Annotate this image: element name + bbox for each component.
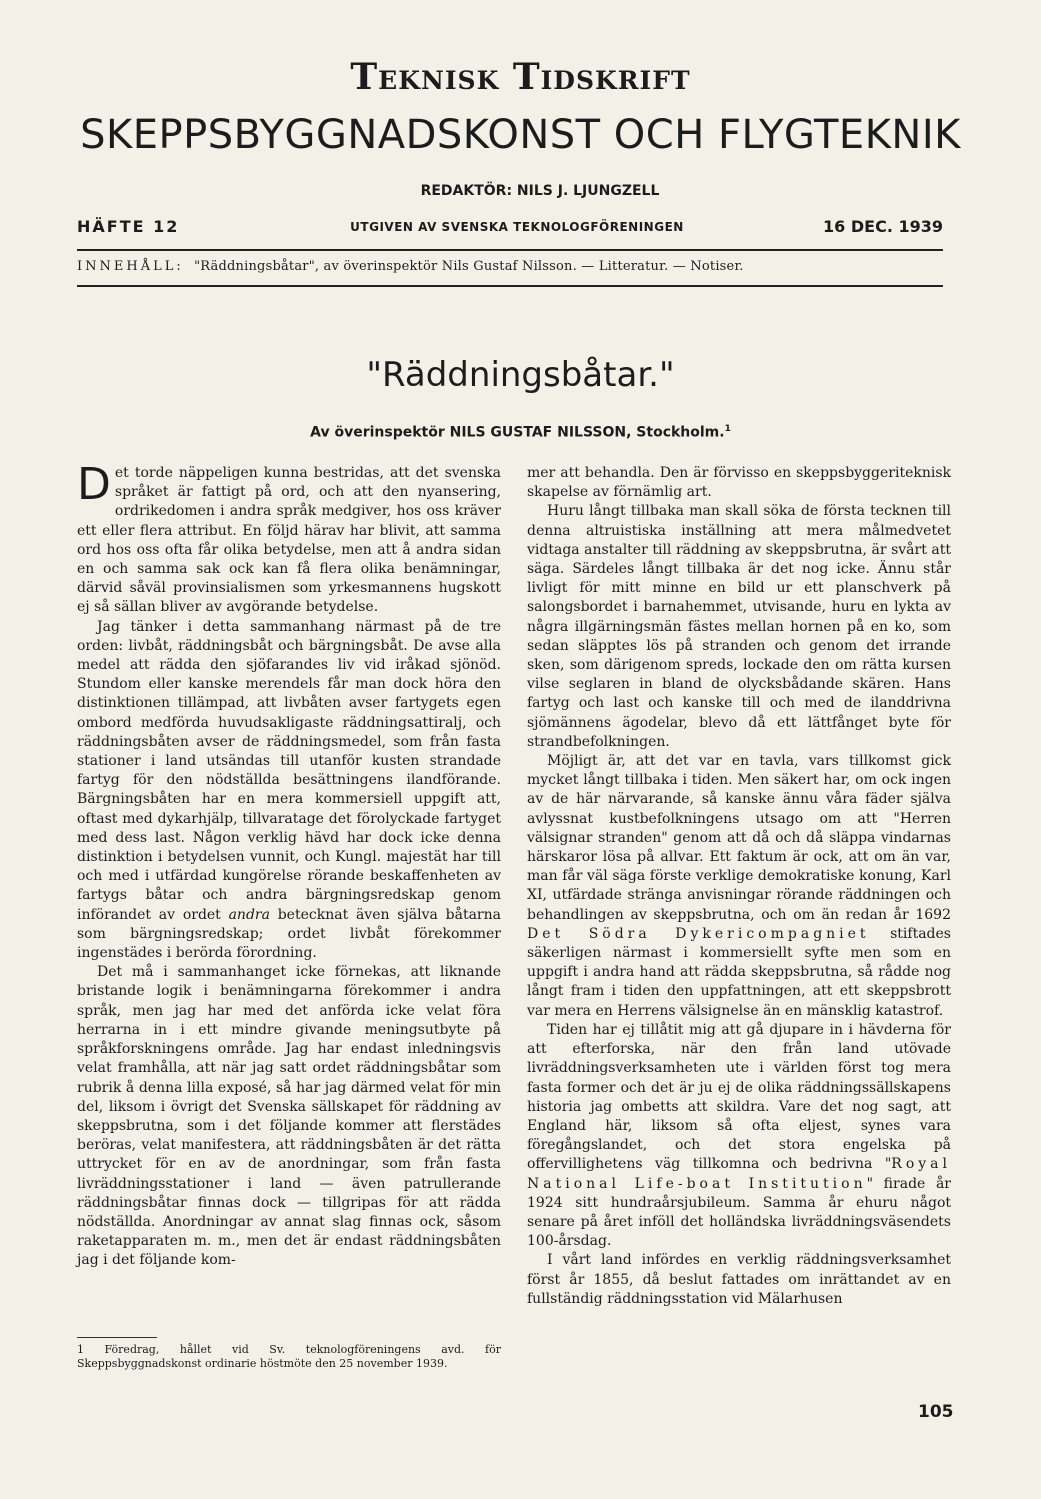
issue-row	[77, 217, 943, 241]
table-of-contents	[77, 259, 943, 274]
paragraph: I vårt land infördes en verklig räddningsverksamhet först år 1855, då beslut fattades om inrättandet av en fullständig räddningsstation vid Mälarhusen	[527, 1252, 951, 1307]
footnote-divider	[77, 1337, 157, 1338]
byline	[0, 424, 1041, 441]
spaced-text: Royal National Life-boat Institution	[527, 1156, 951, 1192]
paragraph: Huru långt tillbaka man skall söka de första tecknen till denna altruistiska inställning att mera målmedvetet vidtaga anstalter till räddning av skeppsbrutna, är svårt att säga. Särdeles långt tillbaka är det nog icke. Ännu står livligt för mitt minne en bild ur ett planschverk på salongsbordet i barnahemmet, utvisande, huru en lykta av några illgärningsmän fästes mellan hornen på en ko, som sedan släpptes lös på stranden och genom det irrande sken, som därigenom spreds, lockade den om rätta kursen vilse seglaren in bland de olycksbådande skären. Hans fartyg och last och kanske till och med de ilanddrivna sjömännens ägodelar, blevo då ett lättfånget byte för strandbefolkningen.	[527, 503, 951, 750]
paragraph	[77, 459, 501, 618]
paragraph: Det må i sammanhanget icke förnekas, att liknande bristande logik i benämningarna förekommer i andra språk, men jag har med det anförda icke velat föra herrarna in i ett mindre givande meningsutbyte på språkforskningens område. Jag har endast inledningsvis velat framhålla, att när jag satt ordet räddningsbåtar som rubrik å denna lilla exposé, så har jag därmed velat för min del, liksom i övrigt det Svenska sällskapet för räddning av skeppsbrutna, som i det följande kommer att flerstädes beröras, velat manifestera, att räddningsbåten är det rätta uttrycket för en av de anordningar, som från fasta livräddningsstationer i land — även patrullerande räddningsbåtar finnas dock — tillgripas för att rädda nödställda. Anordningar av annat slag finnas ock, såsom raketapparaten m. m., men det är endast räddningsbåten jag i det följande kom-	[77, 964, 501, 1269]
publisher: UTGIVEN AV SVENSKA TEKNOLOGFÖRENINGEN	[350, 220, 684, 234]
paragraph-text: Jag tänker i detta sammanhang närmast på de tre orden: livbåt, räddningsbåt och bärgningsbåt. De avse alla medel att rädda den sjöfarandes liv vid iråkad sjönöd. Stundom eller kanske merendels får man dock höra den distinktionen tillämpad, att livbåten avser fartygets egen ombord medförda huvudsakligaste räddningsattiralj, och räddningsbåten avser de räddningsmedel, som från fasta stationer i land utsändas till utanför kusten strandade fartyg för den nödställda besättningens ilandförande. Bärgningsbåten har en mera kommersiell uppgift att, oftast med dykarhjälp, tillvaratage det förolyckade fartyget med dess last. Någon verklig hävd har dock icke denna distinktion i betydelsen vunnit, och Kungl. majestät har till och med i utfärdad kungörelse rörande beskaffenheten av fartygs båtar och andra bärgningsredskap genom införandet av ordet	[77, 618, 501, 923]
page-number: 105	[918, 1402, 954, 1422]
emphasis-text: andra	[228, 906, 270, 923]
column-right	[527, 464, 951, 1309]
paragraph: mer att behandla. Den är förvisso en skeppsbyggeriteknisk skapelse av förnämlig art.	[527, 465, 951, 501]
journal-title: Teknisk Tidskrift	[350, 56, 691, 98]
paragraph-text: Möjligt är, att det var en tavla, vars tillkomst gick mycket långt tillbaka i tiden. Men säkert har, om ock ingen av de här närvarande, så kanske ännu våra fäder själva avlyssnat kustbefolkningens utsago om att "Herren välsignar stranden" genom att då och då släppa vindarnas härskaror lösa på allvar. Ett faktum är ock, att om än var, man får väl säga förste verklige demokratiske konung, Karl XI, utfärdade stränga anvisningar rörande räddningen och behandlingen av skeppsbrutna, och om än redan år 1692	[527, 753, 951, 923]
article-title: "Räddningsbåtar."	[366, 355, 675, 395]
paragraph-text: betecknat även själva båtarna som bärgningsredskap; ordet livbåt förekommer ingenstädes i berörda förordning.	[77, 906, 501, 962]
paragraph	[527, 752, 951, 1021]
footnote: 1 Föredrag, hållet vid Sv. teknologföreningens avd. för Skeppsbyggnadskonst ordinarie höstmöte den 25 november 1939.	[77, 1343, 501, 1370]
column-left	[77, 459, 501, 1271]
footnote-marker: 1	[724, 424, 731, 434]
paragraph-text: Tiden har ej tillåtit mig att gå djupare in i hävderna för att efterforska, när den från land utövade livräddningsverksamheten ute i världen först tog mera fasta former och det är ju ej de olika räddningssällskapens historia jag ombetts att skildra. Vare det nog sagt, att England här, liksom så ofta eljest, synes vara föregångslandet, och det stora engelska på offervillighetens väg tillkomna och bedrivna "	[527, 1021, 951, 1173]
divider-bottom	[77, 285, 943, 287]
byline-text: Av överinspektör NILS GUSTAF NILSSON, Stockholm.	[310, 424, 725, 441]
contents-text: "Räddningsbåtar", av överinspektör Nils Gustaf Nilsson. — Litteratur. — Notiser.	[194, 259, 744, 274]
drop-cap: D	[77, 459, 111, 510]
paragraph-text: stiftades säkerligen närmast i kommersiellt syfte men som en uppgift i andra hand att rädda skeppsbrutna, så rådde nog långt fram i tiden den uppfattningen, att ett skeppsbrott var mera en Herrens välsignelse än en mänsklig katastrof.	[527, 925, 951, 1019]
editor-line: REDAKTÖR: NILS J. LJUNGZELL	[420, 183, 660, 199]
spaced-text: Det Södra Dykericompagniet	[527, 925, 870, 942]
paragraph	[77, 618, 501, 964]
section-title: SKEPPSBYGGNADSKONST OCH FLYGTEKNIK	[80, 112, 961, 158]
paragraph-text: et torde näppeligen kunna bestridas, att det svenska språket är fattigt på ord, och att den nyansering, ordrikedomen i andra språk medgiver, hos oss kräver ett eller flera attribut. En följd härav har blivit, att samma ord hos oss ofta får olika betydelse, men att å andra sidan en och samma sak ock kan få flera olika benämningar, därvid såväl provinsialismen som yrkesmannens hugskott ej så sällan bliver av avgörande betydelse.	[77, 465, 501, 616]
paragraph	[527, 1021, 951, 1251]
issue-number: HÄFTE 12	[77, 217, 180, 236]
issue-date: 16 DEC. 1939	[823, 217, 943, 236]
divider-top	[77, 249, 943, 251]
contents-label: INNEHÅLL:	[77, 259, 184, 274]
paragraph-text: " firade år 1924 sitt hundraårsjubileum. Samma år ehuru något senare på året inföll det holländska livräddningsväsendets 100-årsdag.	[527, 1175, 951, 1250]
